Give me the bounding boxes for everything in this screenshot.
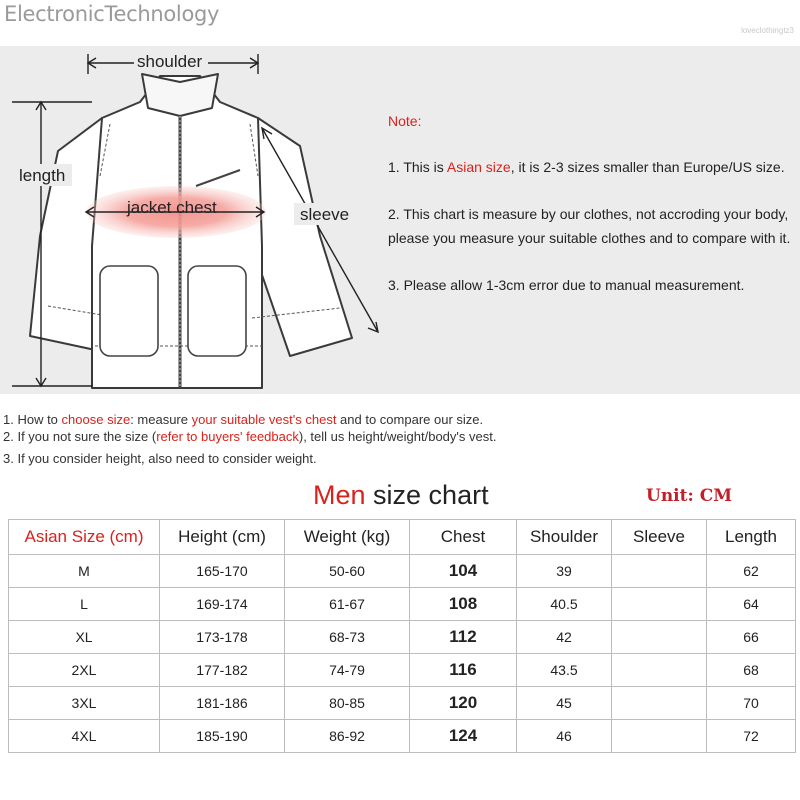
cell-height: 173-178 (160, 621, 285, 654)
cell-weight: 74-79 (285, 654, 410, 687)
size-table (8, 519, 796, 753)
note-line-2a: 2. This chart is measure by our clothes, not accroding your body, (388, 206, 789, 222)
chart-title: Men size chart (313, 480, 489, 510)
cell-sleeve (612, 687, 707, 720)
cell-chest: 116 (410, 654, 517, 687)
cell-size: XL (9, 621, 160, 654)
cell-sleeve (612, 654, 707, 687)
cell-chest: 120 (410, 687, 517, 720)
cell-size: L (9, 588, 160, 621)
cell-chest: 104 (410, 555, 517, 588)
cell-shoulder: 45 (517, 687, 612, 720)
table-row (9, 588, 796, 621)
cell-size: M (9, 555, 160, 588)
cell-chest: 108 (410, 588, 517, 621)
cell-size: 3XL (9, 687, 160, 720)
cell-height: 169-174 (160, 588, 285, 621)
note-title: Note: (388, 113, 422, 129)
cell-length: 72 (707, 720, 796, 753)
table-row (9, 621, 796, 654)
table-row (9, 555, 796, 588)
table-header-row (9, 520, 796, 555)
shoulder-label: shoulder (137, 52, 203, 71)
cell-sleeve (612, 621, 707, 654)
cell-chest: 112 (410, 621, 517, 654)
header-asian-size: Asian Size (cm) (9, 520, 160, 555)
header-height: Height (cm) (160, 520, 285, 555)
cell-sleeve (612, 588, 707, 621)
table-row (9, 720, 796, 753)
cell-height: 177-182 (160, 654, 285, 687)
cell-shoulder: 46 (517, 720, 612, 753)
measurement-diagram (0, 46, 800, 394)
tip-2: 2. If you not sure the size (refer to buyers' feedback), tell us height/weight/body's vest. (3, 429, 497, 444)
tip-1: 1. How to choose size: measure your suitable vest's chest and to compare our size. (3, 412, 484, 427)
tip-3: 3. If you consider height, also need to consider weight. (3, 451, 317, 466)
header-chest: Chest (410, 520, 517, 555)
header-sleeve: Sleeve (612, 520, 707, 555)
cell-shoulder: 40.5 (517, 588, 612, 621)
chest-label: jacket chest (127, 198, 217, 217)
note-line-2b: please you measure your suitable clothes and to compare with it. (388, 230, 791, 246)
header-shoulder: Shoulder (517, 520, 612, 555)
cell-sleeve (612, 555, 707, 588)
length-label: length (19, 166, 66, 185)
note-line-1: 1. This is Asian size, it is 2-3 sizes smaller than Europe/US size. (388, 159, 785, 175)
table-row (9, 654, 796, 687)
cell-shoulder: 39 (517, 555, 612, 588)
cell-length: 64 (707, 588, 796, 621)
cell-weight: 68-73 (285, 621, 410, 654)
watermark: loveclothingtz3 (741, 26, 794, 35)
cell-weight: 50-60 (285, 555, 410, 588)
unit-label: Unit: CM (646, 486, 733, 506)
cell-length: 70 (707, 687, 796, 720)
cell-weight: 86-92 (285, 720, 410, 753)
header-length: Length (707, 520, 796, 555)
chart-header (0, 478, 800, 518)
cell-length: 66 (707, 621, 796, 654)
cell-shoulder: 42 (517, 621, 612, 654)
table-row (9, 687, 796, 720)
cell-height: 181-186 (160, 687, 285, 720)
cell-height: 165-170 (160, 555, 285, 588)
cell-length: 68 (707, 654, 796, 687)
brand-name: ElectronicTechnology (4, 2, 220, 26)
cell-height: 185-190 (160, 720, 285, 753)
note-line-3: 3. Please allow 1-3cm error due to manual measurement. (388, 277, 745, 293)
cell-size: 4XL (9, 720, 160, 753)
cell-weight: 80-85 (285, 687, 410, 720)
cell-sleeve (612, 720, 707, 753)
cell-chest: 124 (410, 720, 517, 753)
cell-length: 62 (707, 555, 796, 588)
sleeve-label: sleeve (300, 205, 350, 224)
header-weight: Weight (kg) (285, 520, 410, 555)
cell-shoulder: 43.5 (517, 654, 612, 687)
cell-size: 2XL (9, 654, 160, 687)
cell-weight: 61-67 (285, 588, 410, 621)
